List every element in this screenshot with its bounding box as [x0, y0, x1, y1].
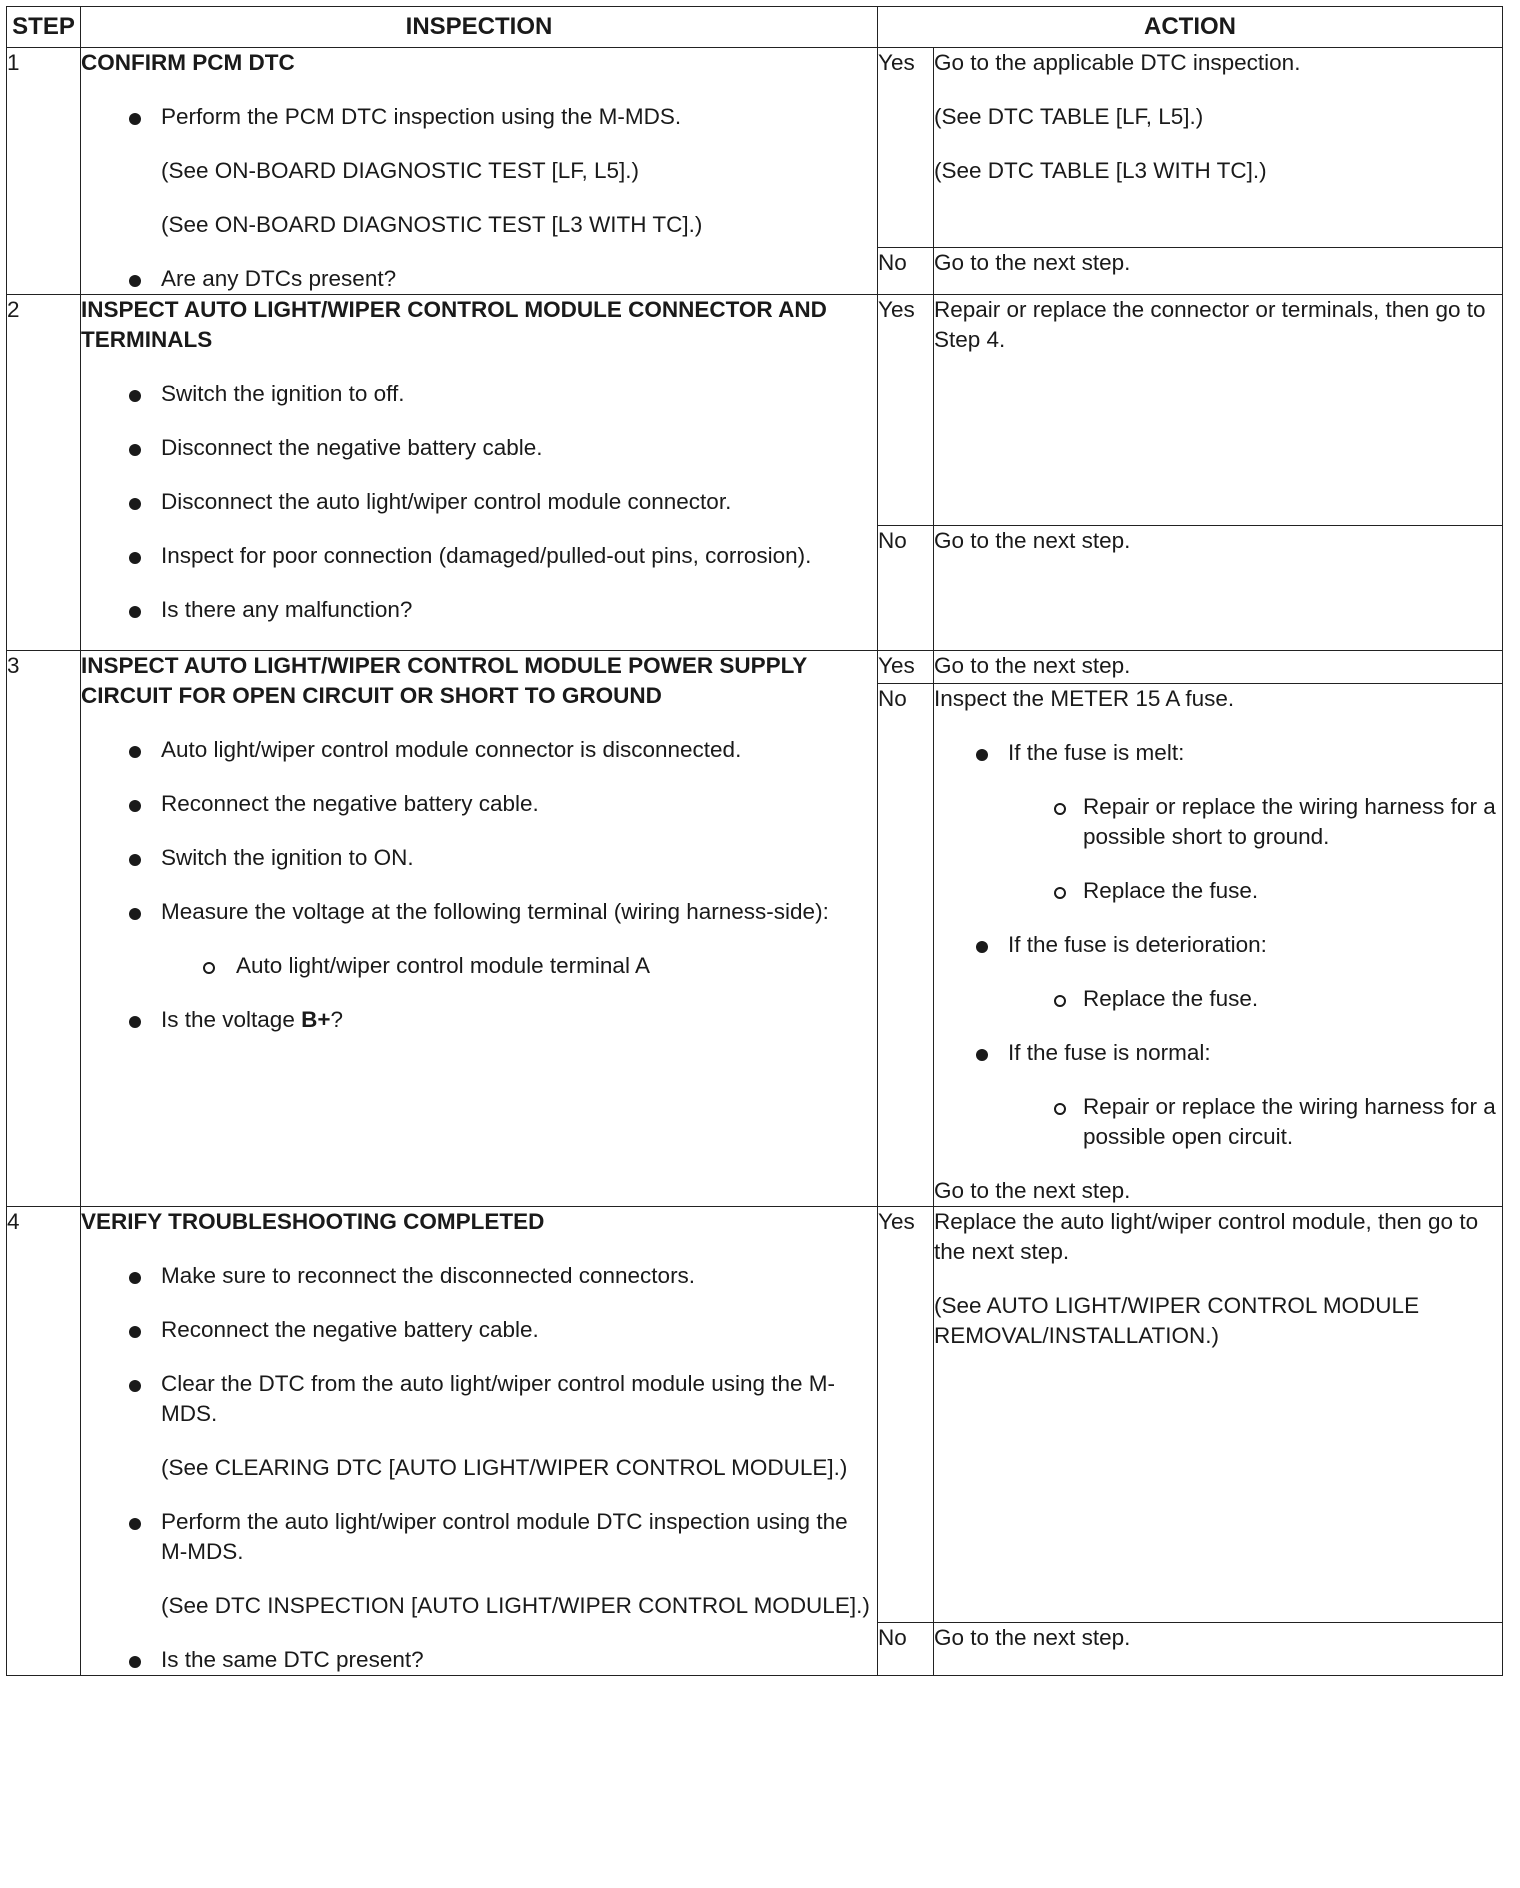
- bullet-question: [81, 1005, 877, 1035]
- bullet-item: Perform the auto light/wiper control module DTC inspection using the M-MDS.: [81, 1507, 877, 1567]
- bullet-question: Is the same DTC present?: [81, 1645, 877, 1675]
- yes-label: Yes: [878, 48, 934, 248]
- step-1-yes-row: [7, 48, 1503, 248]
- reference-link[interactable]: (See AUTO LIGHT/WIPER CONTROL MODULE REMOVAL/INSTALLATION.): [934, 1293, 1420, 1348]
- action-sub-bullet: Replace the fuse.: [934, 984, 1502, 1014]
- step-4-yes-row: [7, 1207, 1503, 1623]
- step-2-inspection: [81, 295, 878, 651]
- bullet-item: Switch the ignition to ON.: [81, 843, 877, 873]
- step-3-inspection: [81, 651, 878, 1207]
- action-text: Repair or replace the connector or terminals, then go to Step 4.: [934, 297, 1486, 352]
- no-action: [934, 526, 1503, 651]
- no-label: No: [878, 248, 934, 295]
- troubleshooting-table: [6, 6, 1503, 1676]
- action-bullet: If the fuse is deterioration:: [934, 930, 1502, 960]
- bullet-item: Inspect for poor connection (damaged/pulled-out pins, corrosion).: [81, 541, 877, 571]
- action-sub-bullet: Replace the fuse.: [934, 876, 1502, 906]
- action-text: Go to the next step.: [934, 528, 1131, 553]
- bullet-item: Make sure to reconnect the disconnected connectors.: [81, 1261, 877, 1291]
- bullet-item: Reconnect the negative battery cable.: [81, 1315, 877, 1345]
- bullet-item: Reconnect the negative battery cable.: [81, 789, 877, 819]
- bullet-item: Switch the ignition to off.: [81, 379, 877, 409]
- action-text: Go to the next step.: [934, 1625, 1131, 1650]
- step-2-yes-row: [7, 295, 1503, 526]
- step-number: 4: [7, 1207, 81, 1676]
- bullet-question: Are any DTCs present?: [81, 264, 877, 294]
- bullet-item: Auto light/wiper control module connector is disconnected.: [81, 735, 877, 765]
- step-number: 3: [7, 651, 81, 1207]
- reference-link[interactable]: (See DTC TABLE [L3 WITH TC].): [934, 158, 1267, 183]
- header-inspection: INSPECTION: [81, 7, 878, 48]
- no-label: No: [878, 526, 934, 651]
- voltage-value: B+: [301, 1007, 331, 1032]
- header-row: [7, 7, 1503, 48]
- action-text: Go to the next step.: [934, 1178, 1131, 1203]
- yes-label: Yes: [878, 651, 934, 684]
- no-action: [934, 248, 1503, 295]
- no-action: [934, 1623, 1503, 1676]
- bullet-item: Disconnect the auto light/wiper control module connector.: [81, 487, 877, 517]
- step-title: CONFIRM PCM DTC: [81, 50, 295, 75]
- yes-action: [934, 295, 1503, 526]
- yes-label: Yes: [878, 295, 934, 526]
- step-1-inspection: [81, 48, 878, 295]
- yes-action: [934, 48, 1503, 248]
- step-number: 2: [7, 295, 81, 651]
- bullet-item: Measure the voltage at the following terminal (wiring harness-side):: [81, 897, 877, 927]
- step-title: VERIFY TROUBLESHOOTING COMPLETED: [81, 1209, 545, 1234]
- question-mark: ?: [330, 1007, 343, 1032]
- no-label: No: [878, 684, 934, 1207]
- reference-link[interactable]: (See CLEARING DTC [AUTO LIGHT/WIPER CONTROL MODULE].): [161, 1455, 848, 1480]
- action-text: Go to the applicable DTC inspection.: [934, 50, 1301, 75]
- step-number: 1: [7, 48, 81, 295]
- header-step: STEP: [7, 7, 81, 48]
- step-3-yes-row: [7, 651, 1503, 684]
- yes-label: Yes: [878, 1207, 934, 1623]
- yes-action: [934, 1207, 1503, 1623]
- reference-link[interactable]: (See ON-BOARD DIAGNOSTIC TEST [L3 WITH TC].): [161, 212, 703, 237]
- yes-action: [934, 651, 1503, 684]
- action-bullet: If the fuse is melt:: [934, 738, 1502, 768]
- sub-bullet-item: Auto light/wiper control module terminal A: [81, 951, 877, 981]
- action-text: Go to the next step.: [934, 250, 1131, 276]
- step-4-inspection: [81, 1207, 878, 1676]
- bullet-item: Clear the DTC from the auto light/wiper control module using the M-MDS.: [81, 1369, 877, 1429]
- step-title: INSPECT AUTO LIGHT/WIPER CONTROL MODULE CONNECTOR AND TERMINALS: [81, 297, 827, 352]
- action-sub-bullet: Repair or replace the wiring harness for a possible short to ground.: [934, 792, 1502, 852]
- bullet-question: Is there any malfunction?: [81, 595, 877, 625]
- action-text: Go to the next step.: [934, 653, 1131, 678]
- step-title: INSPECT AUTO LIGHT/WIPER CONTROL MODULE POWER SUPPLY CIRCUIT FOR OPEN CIRCUIT OR SHORT TO GROUND: [81, 653, 807, 708]
- question-text: Is the voltage: [161, 1007, 302, 1032]
- header-action: ACTION: [878, 7, 1503, 48]
- reference-link[interactable]: (See DTC INSPECTION [AUTO LIGHT/WIPER CONTROL MODULE].): [161, 1593, 870, 1618]
- no-label: No: [878, 1623, 934, 1676]
- bullet-item: Disconnect the negative battery cable.: [81, 433, 877, 463]
- action-sub-bullet: Repair or replace the wiring harness for a possible open circuit.: [934, 1092, 1502, 1152]
- action-bullet: If the fuse is normal:: [934, 1038, 1502, 1068]
- reference-link[interactable]: (See DTC TABLE [LF, L5].): [934, 104, 1204, 129]
- bullet-item: Perform the PCM DTC inspection using the M-MDS.: [81, 102, 877, 132]
- action-text: Replace the auto light/wiper control module, then go to the next step.: [934, 1209, 1479, 1264]
- reference-link[interactable]: (See ON-BOARD DIAGNOSTIC TEST [LF, L5].): [161, 158, 640, 183]
- action-text: Inspect the METER 15 A fuse.: [934, 686, 1235, 711]
- no-action: [934, 684, 1503, 1207]
